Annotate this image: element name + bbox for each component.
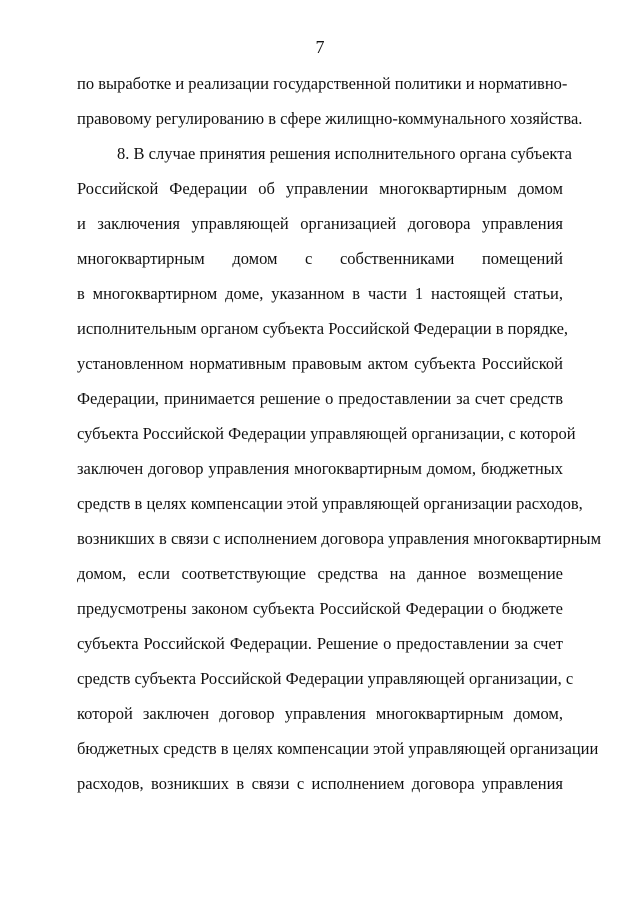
paragraph-8-first-line: 8. В случае принятия решения исполнительного органа субъекта [117,144,572,163]
text-line: установленном нормативным правовым актом субъекта Российской [77,354,563,373]
text-line: субъекта Российской Федерации. Решение о предоставлении за счет [77,634,563,653]
text-line: бюджетных средств в целях компенсации этой управляющей организации [77,739,599,758]
text-line: домом, если соответствующие средства на данное возмещение [77,564,563,583]
text-line: правовому регулированию в сфере жилищно-коммунального хозяйства. [77,109,583,128]
text-line: расходов, возникших в связи с исполнением договора управления [77,774,563,793]
page-number: 7 [315,37,325,57]
text-line: в многоквартирном доме, указанном в части 1 настоящей статьи, [77,284,563,303]
text-line: и заключения управляющей организацией договора управления [77,214,563,233]
text-line: по выработке и реализации государственной политики и нормативно- [77,74,568,93]
text-line: субъекта Российской Федерации управляющей организации, с которой [77,424,576,443]
text-line: Российской Федерации об управлении многоквартирным домом [77,179,563,198]
text-line: которой заключен договор управления многоквартирным домом, [77,704,563,723]
text-line: Федерации, принимается решение о предоставлении за счет средств [77,389,563,408]
text-line: многоквартирным домом с собственниками помещений [77,249,563,268]
text-line: заключен договор управления многоквартирным домом, бюджетных [77,459,563,478]
text-line: средств в целях компенсации этой управляющей организации расходов, [77,494,583,513]
document-body [77,66,602,801]
text-line: средств субъекта Российской Федерации управляющей организации, с [77,669,574,688]
text-line: исполнительным органом субъекта Российской Федерации в порядке, [77,319,569,338]
text-line: возникших в связи с исполнением договора управления многоквартирным [77,529,602,548]
text-line: предусмотрены законом субъекта Российской Федерации о бюджете [77,599,563,618]
